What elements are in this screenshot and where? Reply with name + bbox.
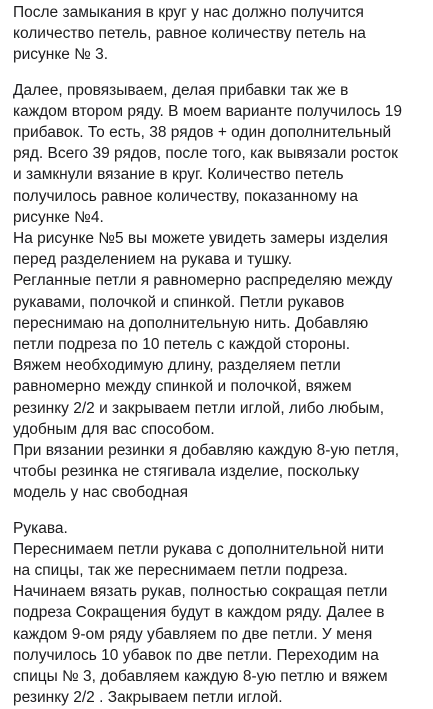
text-line: На рисунке №5 вы можете увидеть замеры изделия <box>13 230 389 247</box>
text-line: спицы № 3, добавляем каждую 8-ую петлю и вяжем <box>13 668 388 685</box>
text-line: Рукава. <box>13 519 68 537</box>
text-line: Начинаем вязать рукав, полностью сокращая петли <box>13 583 388 601</box>
text-line: резинку 2/2 . Закрываем петли иглой. <box>13 689 283 707</box>
text-line: на спицы, так же переснимаем петли подреза. <box>13 562 348 579</box>
text-line: модель у нас свободная <box>13 484 189 502</box>
text-line: Далее, провязываем, делая прибавки так же в <box>13 81 349 99</box>
text-line: Регланные петли я равномерно распределяю между <box>13 272 393 290</box>
text-line: рисунке № 3. <box>13 46 109 64</box>
text-line: чтобы резинка не стягивала изделие, поскольку <box>13 463 360 481</box>
text-line: После замыкания в круг у нас должно получится <box>13 4 364 21</box>
text-line: рисунке №4. <box>13 208 104 226</box>
text-line: При вязании резинки я добавляю каждую 8-ую петля, <box>13 442 400 459</box>
text-line: ряд. Всего 39 рядов, после того, как вывязали росток <box>13 145 398 163</box>
text-line: резинку 2/2 и закрываем петли иглой, либо любым, <box>13 399 385 417</box>
text-line: и замкнули вязание в круг. Количество петель <box>13 166 344 184</box>
text-line: Вяжем необходимую длину, разделяем петли <box>13 357 341 375</box>
text-line: перед разделением на рукава и тушку. <box>13 251 293 269</box>
text-line: каждом 9-ом ряду убавляем по две петли. У меня <box>13 625 373 643</box>
text-line: рукавами, полочкой и спинкой. Петли рукавов <box>13 293 345 311</box>
text-line: получилось 10 убавок по две петли. Переходим на <box>13 646 379 664</box>
text-line: получилось равное количеству, показанному на <box>13 187 359 205</box>
text-line: петли подреза по 10 петель с каждой стороны. <box>13 336 351 353</box>
text-line: Переснимаем петли рукава с дополнительной нити <box>13 540 384 558</box>
text-line: подреза Сокращения будут в каждом ряду. Далее в <box>13 604 385 622</box>
text-line: переснимаю на дополнительную нить. Добавляю <box>13 314 369 332</box>
text-line: прибавок. То есть, 38 рядов + один дополнительный <box>13 124 392 141</box>
text-line: количество петель, равное количеству петель на <box>13 25 366 43</box>
text-line: удобным для вас способом. <box>13 420 215 438</box>
text-line: каждом втором ряду. В моем варианте получилось 19 <box>13 102 402 120</box>
text-line: равномерно между спинкой и полочкой, вяжем <box>13 378 352 396</box>
